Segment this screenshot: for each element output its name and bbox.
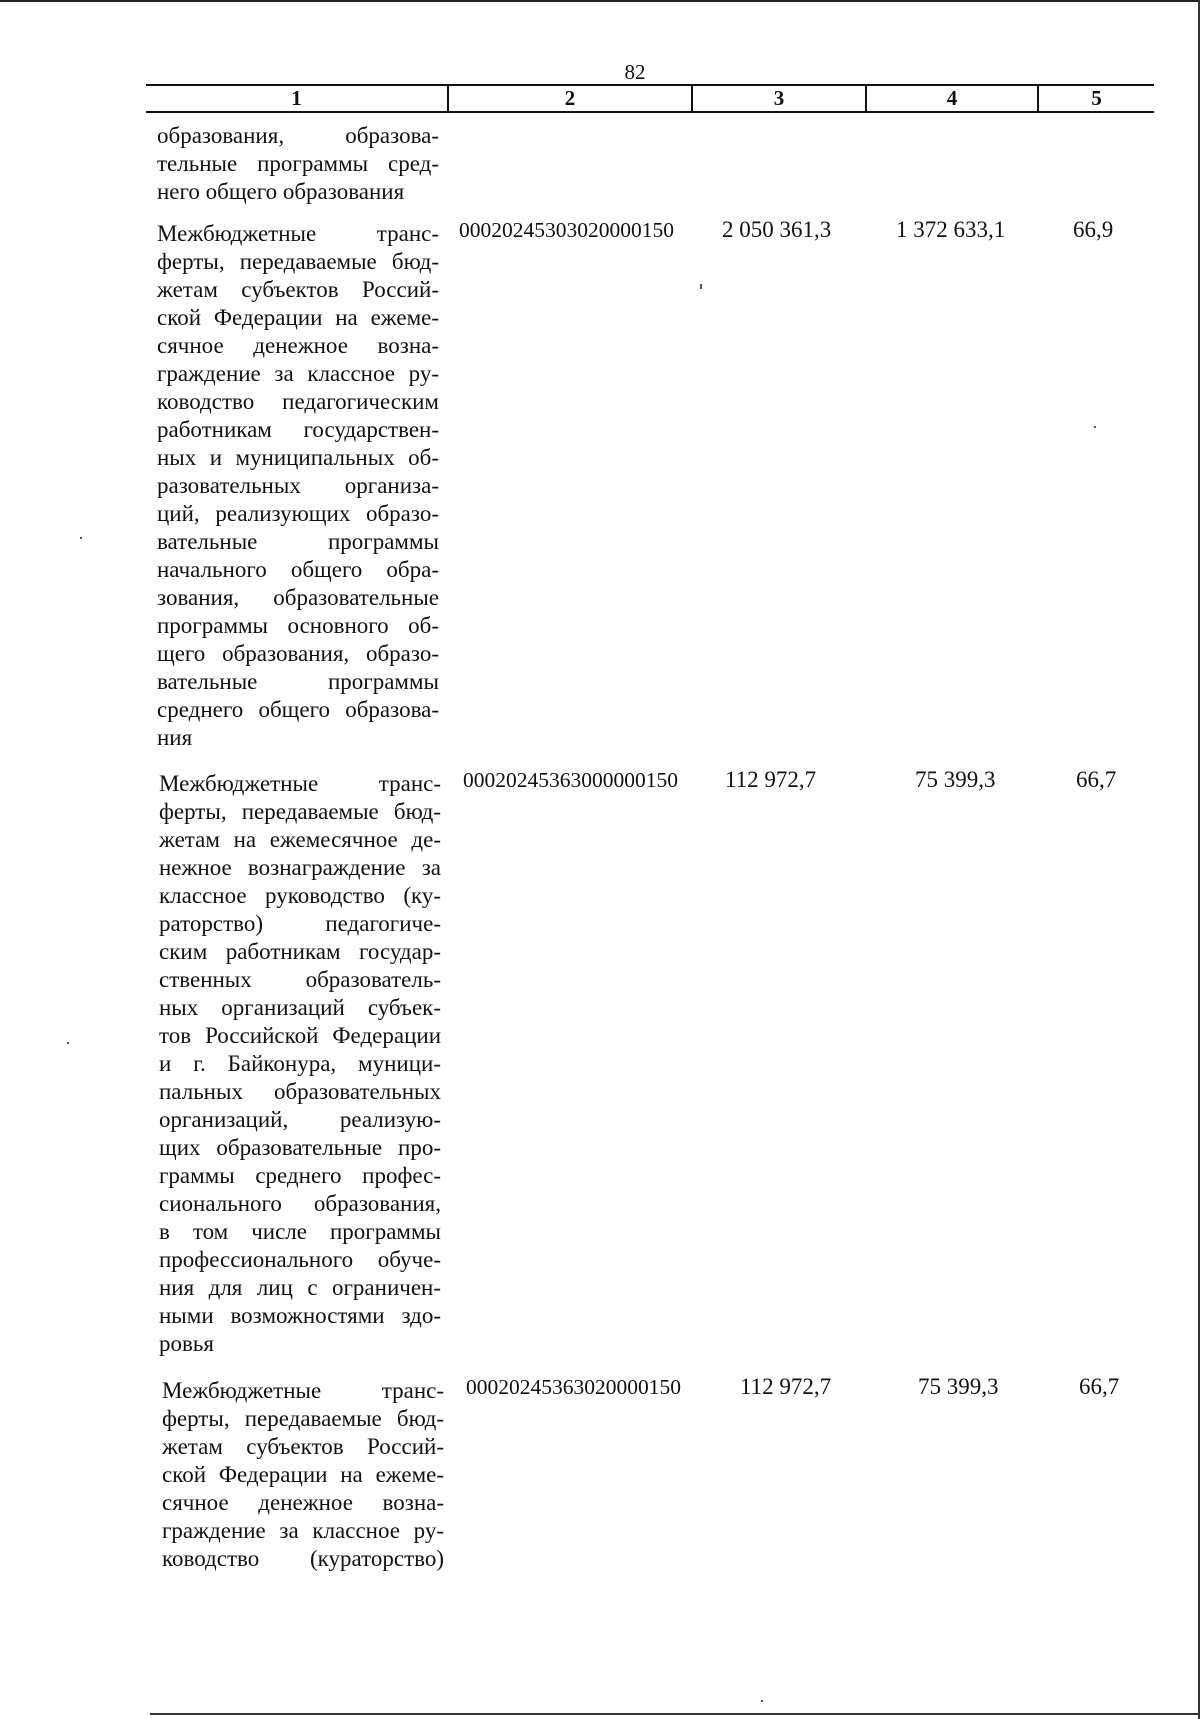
description-line: жетам субъектов Россий- — [162, 1434, 444, 1459]
description-line: раторство) педагогиче- — [159, 911, 441, 936]
description-line: Межбюджетные транс- — [162, 1378, 444, 1403]
description-line: него общего образования — [157, 179, 405, 204]
description-line: ния для лиц с ограничен- — [159, 1275, 441, 1300]
description-line: тельные программы сред- — [157, 151, 439, 176]
description-line: ных и муниципальных об- — [157, 445, 439, 470]
description-line: ными возможностями здо- — [159, 1303, 441, 1328]
description-line: жетам на ежемесячное де- — [159, 827, 441, 852]
description-line: зования, образовательные — [157, 585, 439, 610]
description-line: щих образовательные про- — [159, 1135, 441, 1160]
table-row-1-code: 00020245303020000150 — [459, 218, 674, 242]
description-line: ферты, передаваемые бюд- — [157, 249, 439, 274]
description-line: сионального образования, — [159, 1191, 441, 1216]
description-line: тов Российской Федерации — [159, 1023, 441, 1048]
scan-bottom-edge — [150, 1713, 1200, 1715]
description-line: пальных образовательных — [159, 1079, 441, 1104]
header-col-4: 4 — [946, 86, 958, 110]
description-line: щего образования, образо- — [157, 641, 439, 666]
description-line: начального общего обра- — [157, 557, 439, 582]
table-row-2-col4: 75 399,3 — [915, 767, 996, 792]
header-col-1: 1 — [291, 86, 302, 110]
description-line: сячное денежное возна- — [157, 333, 439, 358]
table-row-3-col4: 75 399,3 — [918, 1374, 999, 1399]
table-row-2-code: 00020245363000000150 — [463, 768, 678, 792]
description-line: граждение за классное ру- — [157, 361, 439, 386]
description-line: Межбюджетные транс- — [157, 221, 439, 246]
description-line: разовательных организа- — [157, 473, 439, 498]
table-row-1-col5: 66,9 — [1073, 217, 1114, 242]
table-row-0-description — [157, 122, 439, 206]
description-line: классное руководство (ку- — [159, 883, 441, 908]
table-row-3-col5: 66,7 — [1079, 1374, 1120, 1399]
description-line: ных организаций субъек- — [159, 995, 441, 1020]
page-number: 82 — [624, 60, 646, 84]
table-row-3-code: 00020245363020000150 — [466, 1375, 681, 1399]
description-line: и г. Байконура, муници- — [159, 1051, 441, 1076]
description-line: программы основного об- — [157, 613, 439, 638]
description-line: организаций, реализую- — [159, 1107, 441, 1132]
header-col-2: 2 — [564, 86, 576, 110]
description-line: ственных образователь- — [159, 967, 441, 992]
table-row-1-col3: 2 050 361,3 — [722, 217, 832, 242]
scan-speck — [761, 1700, 763, 1702]
description-line: ферты, передаваемые бюд- — [162, 1406, 444, 1431]
description-line: ферты, передаваемые бюд- — [159, 799, 441, 824]
scan-speck — [80, 537, 82, 539]
description-line: образования, образова- — [157, 123, 439, 148]
scan-top-edge — [0, 0, 1200, 2]
table-row-1-description — [157, 220, 439, 752]
description-line: в том числе программы — [159, 1219, 441, 1244]
table-row-3-col3: 112 972,7 — [740, 1374, 832, 1399]
description-line: ской Федерации на ежеме- — [162, 1462, 444, 1487]
description-line: граждение за классное ру- — [162, 1518, 444, 1543]
description-line: ния — [157, 725, 193, 750]
header-col-5: 5 — [1091, 86, 1102, 110]
header-col-3: 3 — [773, 86, 785, 110]
description-line: граммы среднего профес- — [159, 1163, 441, 1188]
description-line: нежное вознаграждение за — [159, 855, 441, 880]
description-line: среднего общего образова- — [157, 697, 439, 722]
table-row-1-col4: 1 372 633,1 — [896, 217, 1006, 242]
description-line: ций, реализующих образо- — [157, 501, 439, 526]
description-line: ской Федерации на ежеме- — [157, 305, 439, 330]
table-row-2-description — [159, 770, 441, 1358]
description-line: работникам государствен- — [157, 417, 439, 442]
scan-speck — [67, 1042, 69, 1044]
description-line: жетам субъектов Россий- — [157, 277, 439, 302]
table-row-2-col3: 112 972,7 — [725, 767, 817, 792]
table-row-2-col5: 66,7 — [1076, 767, 1117, 792]
description-line: ководство педагогическим — [157, 389, 439, 414]
description-line: ским работникам государ- — [159, 939, 441, 964]
description-line: вательные программы — [157, 529, 439, 554]
description-line: ководство (кураторство) — [162, 1546, 444, 1571]
scan-speck — [700, 284, 702, 289]
description-line: сячное денежное возна- — [162, 1490, 444, 1515]
description-line: профессионального обуче- — [159, 1247, 441, 1272]
description-line: Межбюджетные транс- — [159, 771, 441, 796]
scan-speck — [1094, 426, 1096, 428]
table-row-3-description — [162, 1377, 444, 1573]
description-line: ровья — [159, 1331, 214, 1356]
header-bottom-rule — [146, 111, 1154, 113]
description-line: вательные программы — [157, 669, 439, 694]
